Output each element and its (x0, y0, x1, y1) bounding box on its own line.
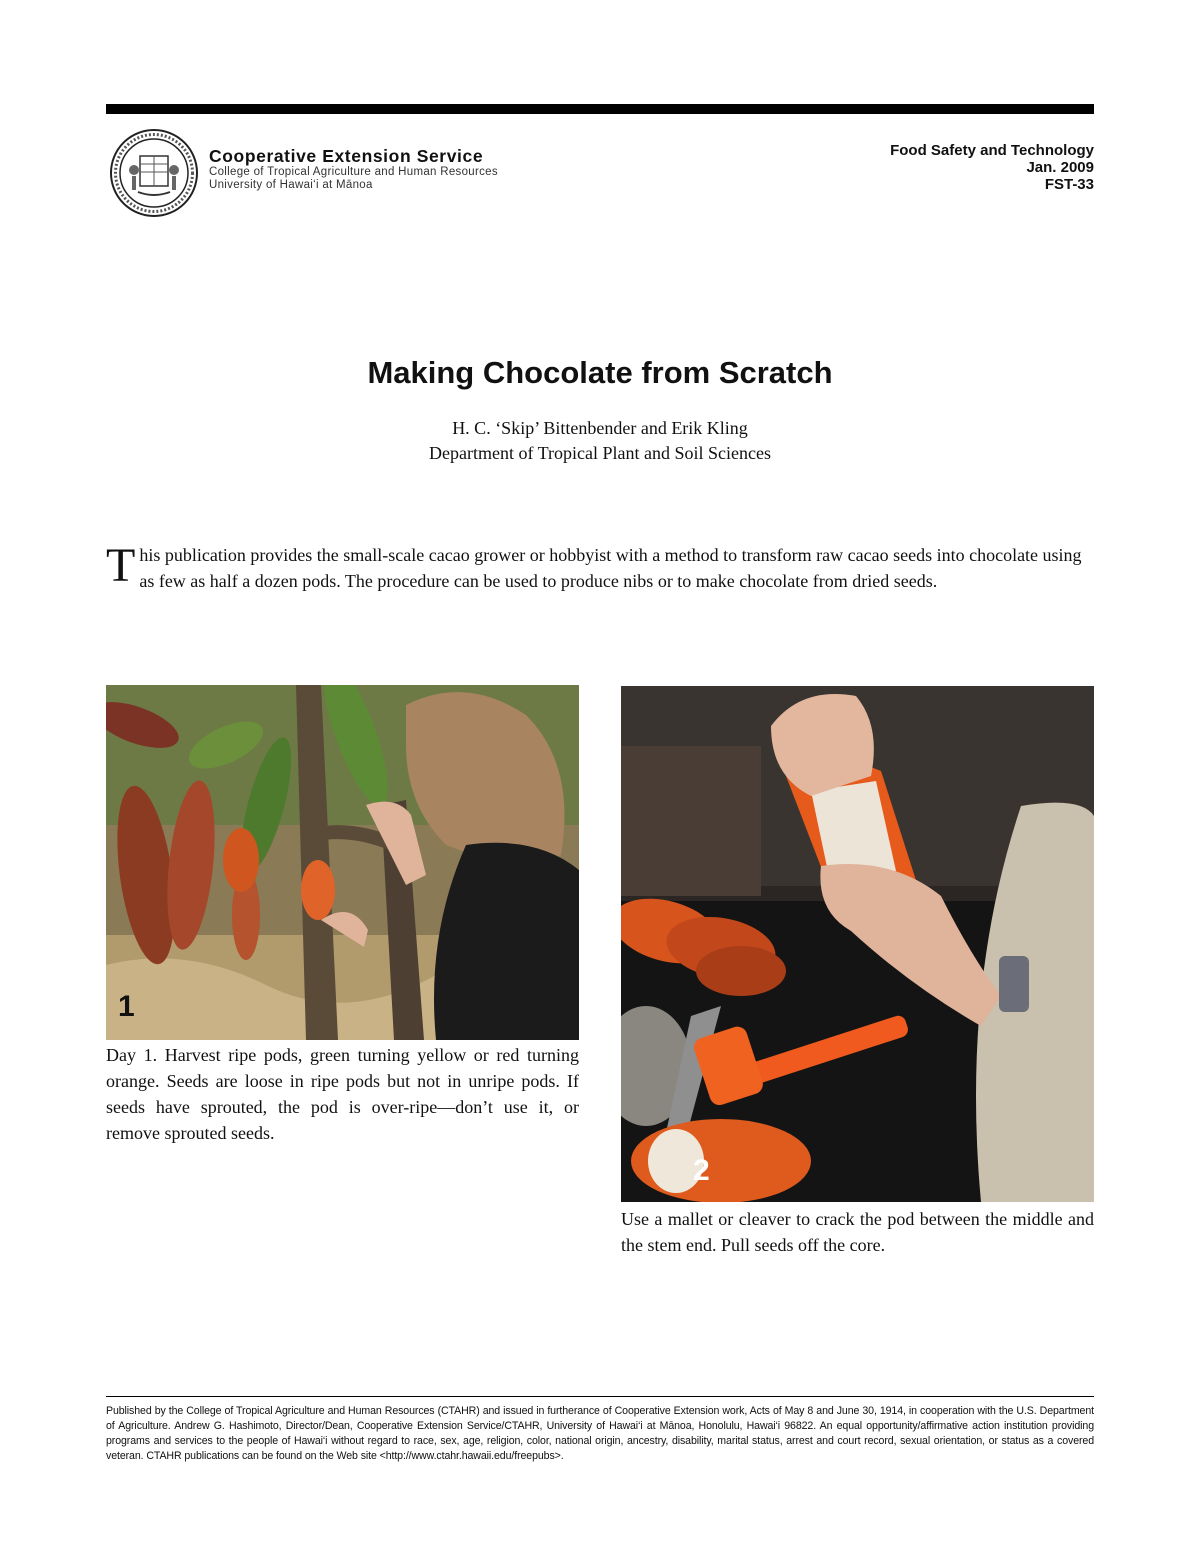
intro-paragraph (106, 539, 1094, 594)
figure-number: 2 (693, 1154, 710, 1187)
department: Department of Tropical Plant and Soil Sciences (429, 443, 771, 463)
intro-text: his publication provides the small-scale cacao grower or hobbyist with a method to transform raw cacao seeds into chocolate using as few as half a dozen pods. The procedure can be used to produce nibs or to make chocolate from dried seeds. (139, 545, 1082, 591)
footer-text: Published by the College of Tropical Agriculture and Human Resources (CTAHR) and issued in furtherance of Cooperative Extension work, Acts of May 8 and June 30, 1914, in cooperation with the U.S. Department of Agriculture. Andrew G. Hashimoto, Director/Dean, Cooperative Extension Service/CTAHR, University of Hawai‘i at Mānoa, Honolulu, Hawai‘i 96822. An equal opportunity/affirmative action institution providing programs and services to the people of Hawai‘i without regard to race, sex, age, religion, color, national origin, ancestry, disability, marital status, arrest and court record, sexual orientation, or status as a covered veteran. CTAHR publications can be found on the Web site <http://www.ctahr.hawaii.edu/freepubs>. (106, 1405, 1094, 1462)
figure-2-caption: Use a mallet or cleaver to crack the pod between the middle and the stem end. Pull seeds off the core. (621, 1209, 1094, 1255)
org-name: Cooperative Extension Service (209, 146, 484, 166)
author-block (0, 416, 1200, 466)
figure-1-caption: Day 1. Harvest ripe pods, green turning yellow or red turning orange. Seeds are loose in ripe pods but not in unripe pods. If seeds have sprouted, the pod is over-ripe—don’t use it, or remove sprouted seeds. (106, 1045, 579, 1143)
series-name: Food Safety and Technology (890, 142, 1094, 159)
header-rule (106, 104, 1094, 114)
publication-info (890, 142, 1094, 193)
org-college: College of Tropical Agriculture and Human Resources (209, 166, 498, 178)
footer-rule (106, 1396, 1094, 1397)
org-block (209, 146, 629, 192)
drop-cap: T (106, 539, 136, 592)
org-university: University of Hawai‘i at Mānoa (209, 179, 373, 191)
photo-harvest-pods (106, 685, 579, 1040)
page-title: Making Chocolate from Scratch (367, 355, 833, 390)
figure-number: 1 (118, 990, 135, 1023)
photo-crack-pod (621, 686, 1094, 1202)
authors: H. C. ‘Skip’ Bittenbender and Erik Kling (452, 418, 748, 438)
publication-number: FST-33 (1044, 176, 1094, 193)
university-seal (108, 128, 200, 218)
publication-date: Jan. 2009 (1026, 159, 1094, 176)
